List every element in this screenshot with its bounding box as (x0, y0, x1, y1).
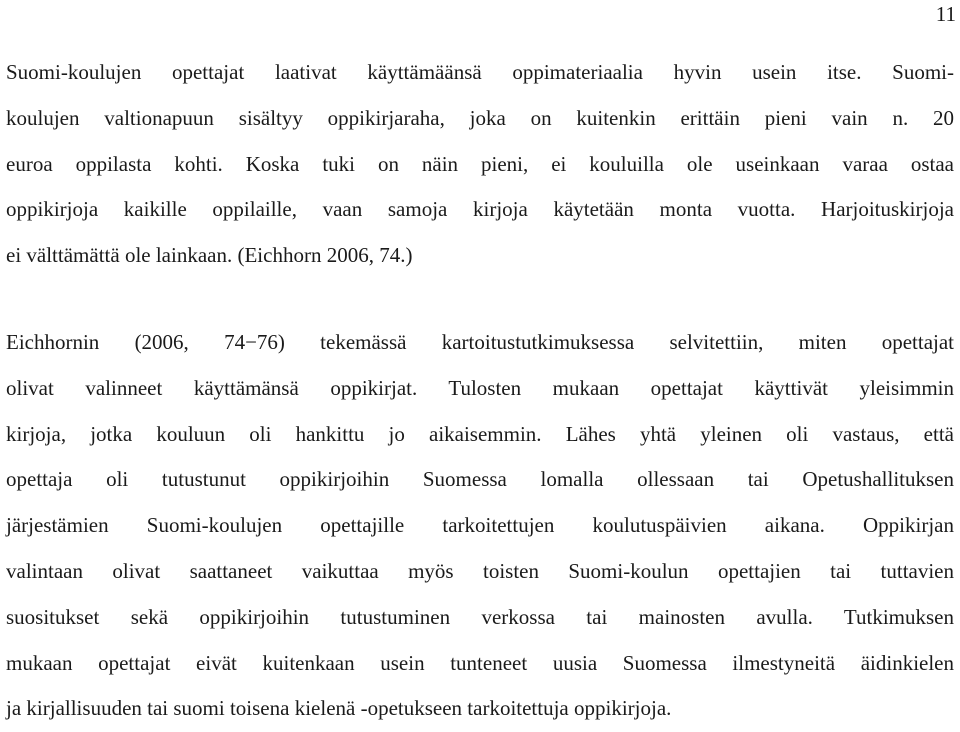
paragraph-line: ja kirjallisuuden tai suomi toisena kielenä -opetukseen tarkoitettuja oppikirjoja. (6, 696, 672, 721)
paragraph-line: Eichhornin (2006, 74−76) tekemässä kartoitustutkimuksessa selvitettiin, miten opettajat (6, 330, 954, 354)
paragraph-line: suositukset sekä oppikirjoihin tutustuminen verkossa tai mainosten avulla. Tutkimuksen (6, 604, 954, 629)
paragraph-line: oppikirjoja kaikille oppilaille, vaan samoja kirjoja käytetään monta vuotta. Harjoituskirjoja (6, 197, 954, 222)
paragraph-1 (6, 50, 954, 279)
paragraph-2 (6, 320, 954, 732)
paragraph-line: järjestämien Suomi-koulujen opettajille tarkoitettujen koulutuspäivien aikana. Oppikirjan (6, 513, 954, 538)
paragraph-line: opettaja oli tutustunut oppikirjoihin Suomessa lomalla ollessaan tai Opetushallituksen (6, 467, 954, 492)
paragraph-line: euroa oppilasta kohti. Koska tuki on näin pieni, ei kouluilla ole useinkaan varaa ostaa (6, 151, 954, 176)
paragraph-line: ei välttämättä ole lainkaan. (Eichhorn 2006, 74.) (6, 243, 413, 268)
paragraph-line: mukaan opettajat eivät kuitenkaan usein tunteneet uusia Suomessa ilmestyneitä äidinkielen (6, 650, 954, 675)
page-number: 11 (935, 2, 956, 26)
paragraph-line: valintaan olivat saattaneet vaikuttaa myös toisten Suomi-koulun opettajien tai tuttavien (6, 558, 954, 583)
paragraph-line: koulujen valtionapuun sisältyy oppikirjaraha, joka on kuitenkin erittäin pieni vain n. 20 (6, 105, 954, 130)
paragraph-line: Suomi-koulujen opettajat laativat käyttämäänsä oppimateriaalia hyvin usein itse. Suomi- (6, 60, 954, 84)
paragraph-line: olivat valinneet käyttämänsä oppikirjat. Tulosten mukaan opettajat käyttivät yleisimmin (6, 375, 954, 400)
paragraph-line: kirjoja, jotka kouluun oli hankittu jo aikaisemmin. Lähes yhtä yleinen oli vastaus, että (6, 421, 954, 446)
